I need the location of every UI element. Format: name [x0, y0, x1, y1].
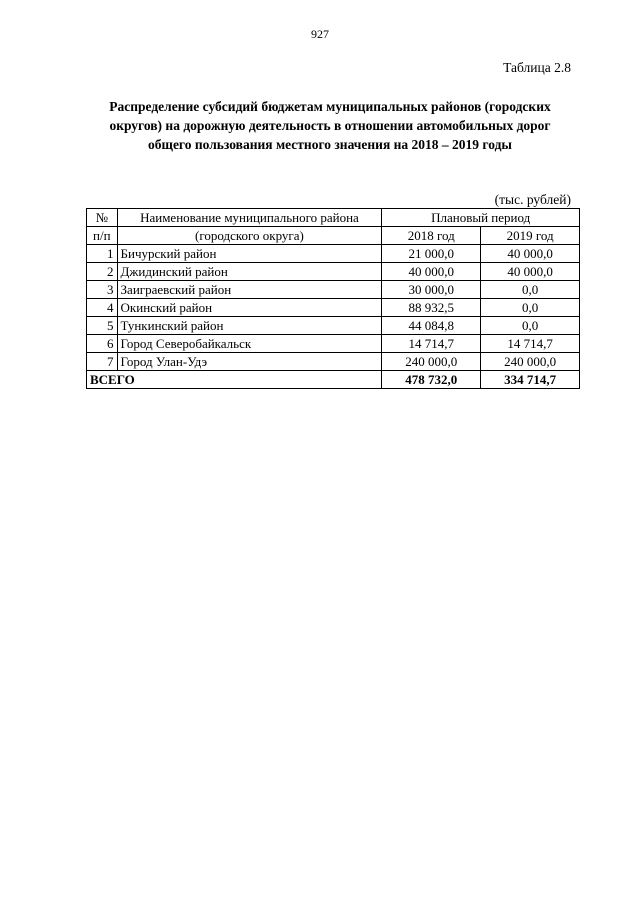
- total-label: ВСЕГО: [87, 371, 382, 389]
- row-value-2018: 14 714,7: [382, 335, 481, 353]
- table-row: [87, 263, 580, 281]
- header-name-line1: Наименование муниципального района: [117, 209, 382, 227]
- header-year-2019: 2019 год: [481, 227, 580, 245]
- header-period: Плановый период: [382, 209, 580, 227]
- row-value-2018: 40 000,0: [382, 263, 481, 281]
- total-2019: 334 714,7: [481, 371, 580, 389]
- row-district-name: Бичурский район: [117, 245, 382, 263]
- table-row: [87, 317, 580, 335]
- row-value-2019: 40 000,0: [481, 263, 580, 281]
- table-row: [87, 281, 580, 299]
- table-label: Таблица 2.8: [503, 60, 571, 75]
- row-value-2018: 21 000,0: [382, 245, 481, 263]
- header-num-line1: №: [87, 209, 118, 227]
- row-value-2019: 14 714,7: [481, 335, 580, 353]
- total-row: [87, 371, 580, 389]
- row-value-2018: 44 084,8: [382, 317, 481, 335]
- table-row: [87, 245, 580, 263]
- row-value-2019: 240 000,0: [481, 353, 580, 371]
- document-title: Распределение субсидий бюджетам муниципальных районов (городских округов) на дорожную деятельность в отношении автомобильных дорог общего пользования местного значения на 2018 – 2019 годы: [109, 99, 551, 152]
- header-row: [87, 227, 580, 245]
- total-2018: 478 732,0: [382, 371, 481, 389]
- row-number: 3: [87, 281, 118, 299]
- header-row: [87, 209, 580, 227]
- row-value-2019: 0,0: [481, 317, 580, 335]
- header-year-2018: 2018 год: [382, 227, 481, 245]
- table-row: [87, 299, 580, 317]
- table-row: [87, 335, 580, 353]
- row-number: 6: [87, 335, 118, 353]
- row-number: 2: [87, 263, 118, 281]
- units-note: (тыс. рублей): [494, 192, 571, 207]
- row-number: 1: [87, 245, 118, 263]
- row-number: 5: [87, 317, 118, 335]
- header-name-line2: (городского округа): [117, 227, 382, 245]
- row-value-2018: 88 932,5: [382, 299, 481, 317]
- row-value-2018: 240 000,0: [382, 353, 481, 371]
- row-value-2019: 0,0: [481, 299, 580, 317]
- row-number: 7: [87, 353, 118, 371]
- subsidies-table: [86, 208, 580, 389]
- header-num-line2: п/п: [87, 227, 118, 245]
- row-district-name: Тункинский район: [117, 317, 382, 335]
- row-district-name: Город Улан-Удэ: [117, 353, 382, 371]
- row-district-name: Джидинский район: [117, 263, 382, 281]
- row-value-2019: 0,0: [481, 281, 580, 299]
- page-number: 927: [311, 27, 329, 41]
- row-number: 4: [87, 299, 118, 317]
- row-district-name: Окинский район: [117, 299, 382, 317]
- row-value-2018: 30 000,0: [382, 281, 481, 299]
- row-district-name: Заиграевский район: [117, 281, 382, 299]
- table-row: [87, 353, 580, 371]
- row-value-2019: 40 000,0: [481, 245, 580, 263]
- row-district-name: Город Северобайкальск: [117, 335, 382, 353]
